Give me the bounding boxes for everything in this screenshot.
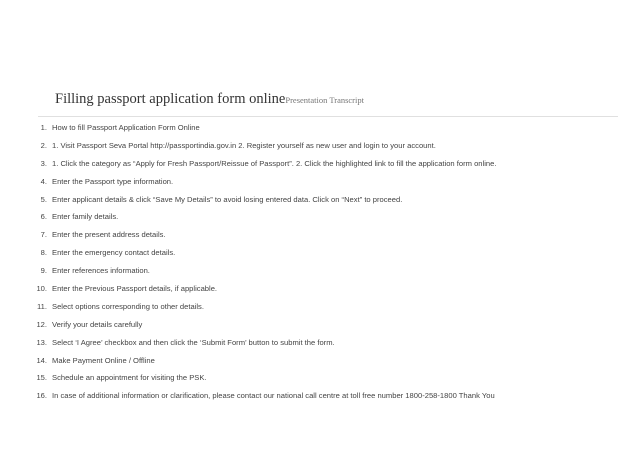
list-item-number: 9. (40, 266, 47, 276)
list-item-number: 13. (36, 337, 47, 347)
transcript-list (0, 122, 496, 408)
list-item-number: 2. (40, 140, 47, 150)
list-item-text: How to fill Passport Application Form Online (52, 123, 200, 132)
list-item-text: 1. Click the category as “Apply for Fresh Passport/Reissue of Passport”. 2. Click the highlighted link to fill the application form online. (52, 158, 497, 168)
list-item-text: Make Payment Online / Offline (52, 355, 155, 365)
list-item-text: Enter applicant details & click “Save My Details” to avoid losing entered data. Click on “Next” to proceed. (52, 194, 403, 204)
list-item-text: Verify your details carefully (52, 319, 143, 329)
list-item-number: 11. (37, 301, 47, 311)
list-item-text: Enter the Passport type information. (52, 176, 174, 186)
list-item (0, 337, 496, 355)
header-divider (38, 116, 618, 117)
list-item-text: Enter family details. (52, 212, 119, 222)
list-item-number: 4. (40, 176, 47, 186)
list-item-text: Select options corresponding to other details. (52, 301, 204, 311)
list-item-text: 1. Visit Passport Seva Portal http://passportindia.gov.in 2. Register yourself as new user and login to your account. (52, 140, 436, 150)
list-item-text: Select ‘I Agree’ checkbox and then click the ‘Submit Form’ button to submit the form. (52, 337, 335, 347)
page-header (55, 90, 364, 108)
list-item-number: 12. (36, 319, 47, 329)
list-item (0, 301, 496, 319)
list-item (0, 247, 496, 265)
list-item-text: In case of additional information or clarification, please contact our national call centre at toll free number 1800-258-1800 Thank You (52, 391, 495, 401)
list-item (0, 355, 496, 373)
list-item (0, 158, 496, 176)
list-item (0, 265, 496, 283)
list-item-number: 1. (40, 123, 47, 132)
list-item-number: 8. (40, 248, 47, 258)
list-item-number: 16. (36, 391, 47, 401)
list-item (0, 176, 496, 194)
list-item (0, 372, 496, 390)
list-item-text: Enter references information. (52, 266, 150, 276)
list-item-text: Enter the Previous Passport details, if applicable. (52, 284, 218, 294)
list-item (0, 319, 496, 337)
list-item (0, 283, 496, 301)
list-item-text: Enter the emergency contact details. (52, 248, 176, 258)
list-item-number: 5. (40, 194, 47, 204)
list-item-text: Schedule an appointment for visiting the PSK. (52, 373, 207, 383)
page-title: Filling passport application form online (55, 91, 286, 107)
list-item-number: 3. (40, 158, 47, 168)
list-item (0, 229, 496, 247)
list-item-number: 7. (40, 230, 47, 240)
list-item-number: 6. (40, 212, 47, 222)
list-item-number: 14. (36, 355, 47, 365)
list-item-text: Enter the present address details. (52, 230, 166, 240)
list-item (0, 390, 496, 408)
page-subtitle: Presentation Transcript (285, 95, 364, 105)
list-item (0, 211, 496, 229)
list-item (0, 122, 496, 140)
list-item-number: 15. (36, 373, 47, 383)
list-item-number: 10. (36, 284, 47, 294)
list-item (0, 140, 496, 158)
list-item (0, 194, 496, 212)
